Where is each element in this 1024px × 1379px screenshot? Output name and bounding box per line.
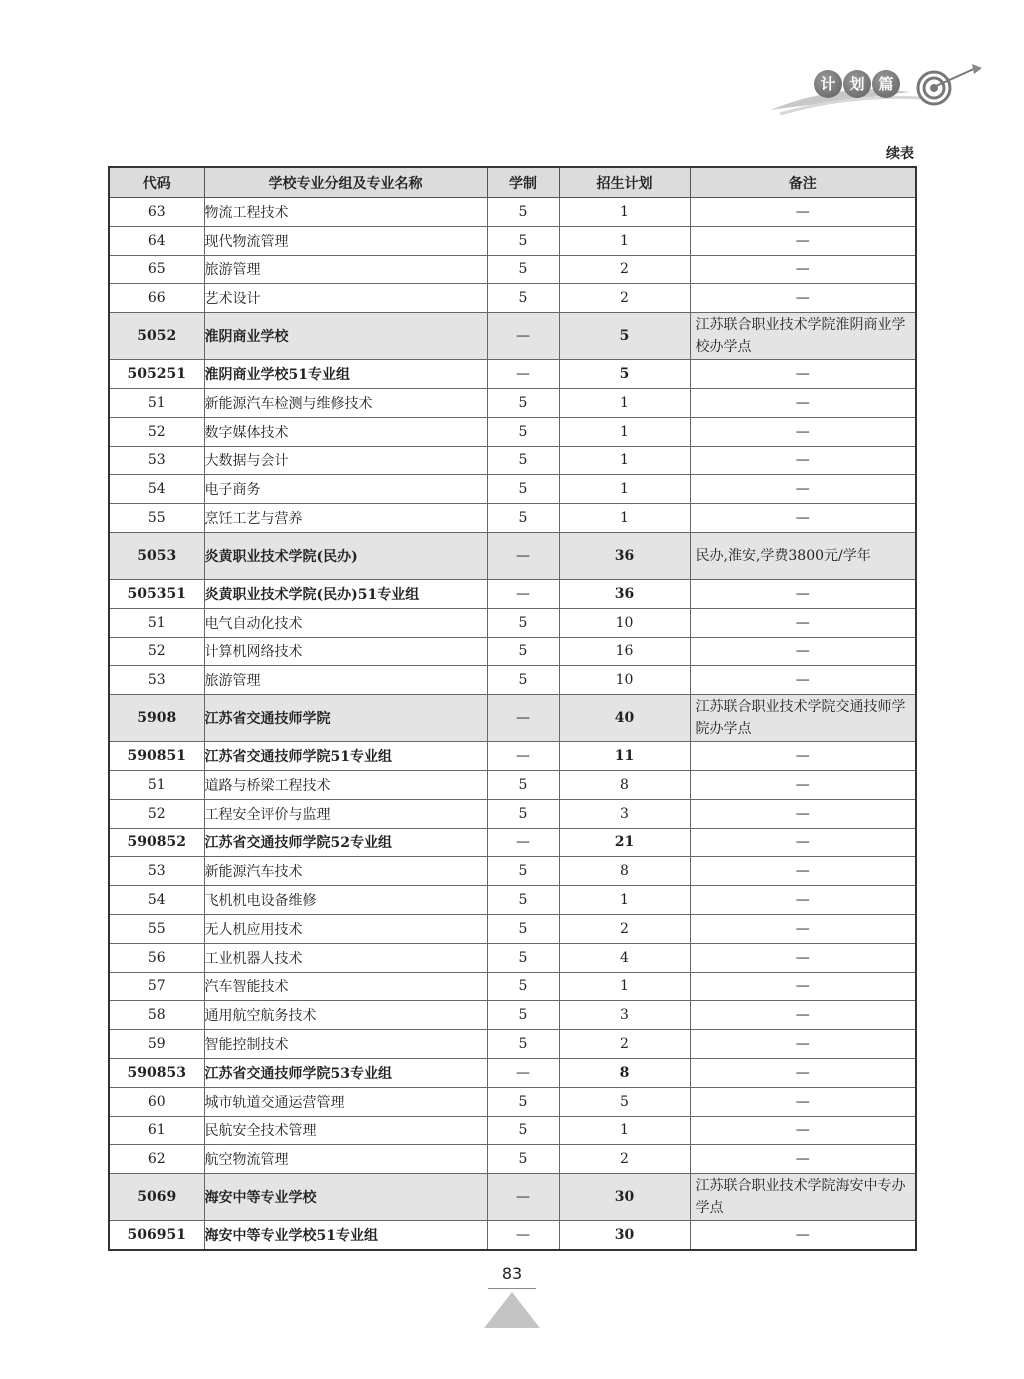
major-row [109, 943, 916, 972]
cell-length: 5 [487, 770, 559, 799]
cell-name: 江苏省交通技师学院52专业组 [204, 828, 487, 857]
cell-name: 现代物流管理 [204, 226, 487, 255]
group-row [109, 360, 916, 389]
cell-code: 505251 [109, 360, 204, 389]
cell-note: — [690, 1058, 916, 1087]
cell-length: 5 [487, 914, 559, 943]
cell-length: — [487, 360, 559, 389]
cell-plan: 10 [559, 666, 690, 695]
cell-code: 63 [109, 198, 204, 227]
column-header-code: 代码 [109, 167, 204, 198]
cell-code: 5069 [109, 1174, 204, 1221]
column-header-note: 备注 [690, 167, 916, 198]
cell-length: 5 [487, 417, 559, 446]
cell-plan: 5 [559, 360, 690, 389]
cell-plan: 21 [559, 828, 690, 857]
cell-plan: 1 [559, 1116, 690, 1145]
cell-name: 飞机机电设备维修 [204, 886, 487, 915]
cell-code: 53 [109, 857, 204, 886]
cell-name: 炎黄职业技术学院(民办)51专业组 [204, 579, 487, 608]
cell-length: — [487, 695, 559, 742]
major-row [109, 857, 916, 886]
major-row [109, 886, 916, 915]
cell-note: — [690, 1001, 916, 1030]
cell-code: 54 [109, 886, 204, 915]
major-row [109, 475, 916, 504]
cell-length: 5 [487, 637, 559, 666]
major-row [109, 446, 916, 475]
cell-plan: 36 [559, 579, 690, 608]
cell-length: 5 [487, 943, 559, 972]
cell-plan: 2 [559, 914, 690, 943]
cell-length: 5 [487, 504, 559, 533]
table-header-row [109, 167, 916, 198]
cell-code: 55 [109, 504, 204, 533]
cell-code: 57 [109, 972, 204, 1001]
school-row [109, 313, 916, 360]
cell-note: — [690, 255, 916, 284]
section-badge-char-1: 计 [814, 70, 842, 98]
major-row [109, 608, 916, 637]
page-triangle-decoration [482, 1290, 542, 1330]
cell-name: 汽车智能技术 [204, 972, 487, 1001]
cell-plan: 5 [559, 313, 690, 360]
cell-code: 506951 [109, 1221, 204, 1250]
cell-code: 58 [109, 1001, 204, 1030]
cell-name: 工程安全评价与监理 [204, 799, 487, 828]
cell-code: 62 [109, 1145, 204, 1174]
table-body [109, 198, 916, 1250]
cell-code: 51 [109, 608, 204, 637]
major-row [109, 504, 916, 533]
cell-plan: 5 [559, 1087, 690, 1116]
cell-length: 5 [487, 255, 559, 284]
group-row [109, 579, 916, 608]
cell-name: 无人机应用技术 [204, 914, 487, 943]
cell-name: 智能控制技术 [204, 1030, 487, 1059]
cell-note: — [690, 360, 916, 389]
cell-plan: 1 [559, 972, 690, 1001]
cell-plan: 30 [559, 1174, 690, 1221]
group-row [109, 828, 916, 857]
cell-note: — [690, 475, 916, 504]
cell-plan: 1 [559, 504, 690, 533]
cell-note: 江苏联合职业技术学院海安中专办学点 [690, 1174, 916, 1221]
cell-code: 51 [109, 770, 204, 799]
cell-plan: 8 [559, 1058, 690, 1087]
cell-name: 新能源汽车技术 [204, 857, 487, 886]
cell-note: — [690, 943, 916, 972]
cell-plan: 10 [559, 608, 690, 637]
cell-name: 计算机网络技术 [204, 637, 487, 666]
major-row [109, 388, 916, 417]
group-row [109, 742, 916, 771]
cell-note: 民办,淮安,学费3800元/学年 [690, 532, 916, 579]
cell-plan: 3 [559, 799, 690, 828]
cell-code: 52 [109, 417, 204, 446]
cell-length: — [487, 742, 559, 771]
target-dart-icon [916, 60, 986, 110]
cell-code: 590853 [109, 1058, 204, 1087]
cell-note: — [690, 914, 916, 943]
group-row [109, 1221, 916, 1250]
cell-code: 59 [109, 1030, 204, 1059]
cell-length: — [487, 313, 559, 360]
cell-length: — [487, 532, 559, 579]
cell-length: 5 [487, 666, 559, 695]
major-row [109, 914, 916, 943]
cell-name: 旅游管理 [204, 255, 487, 284]
cell-plan: 11 [559, 742, 690, 771]
cell-code: 52 [109, 637, 204, 666]
cell-name: 淮阴商业学校51专业组 [204, 360, 487, 389]
cell-note: — [690, 742, 916, 771]
cell-name: 新能源汽车检测与维修技术 [204, 388, 487, 417]
cell-code: 53 [109, 666, 204, 695]
cell-name: 通用航空航务技术 [204, 1001, 487, 1030]
cell-note: — [690, 1145, 916, 1174]
cell-length: 5 [487, 972, 559, 1001]
cell-name: 航空物流管理 [204, 1145, 487, 1174]
cell-note: — [690, 1030, 916, 1059]
cell-length: 5 [487, 388, 559, 417]
cell-code: 53 [109, 446, 204, 475]
major-row [109, 666, 916, 695]
cell-name: 江苏省交通技师学院53专业组 [204, 1058, 487, 1087]
cell-plan: 1 [559, 475, 690, 504]
cell-plan: 1 [559, 886, 690, 915]
cell-note: — [690, 504, 916, 533]
cell-code: 61 [109, 1116, 204, 1145]
major-row [109, 417, 916, 446]
cell-note: — [690, 886, 916, 915]
major-row [109, 1001, 916, 1030]
cell-length: — [487, 1174, 559, 1221]
cell-name: 江苏省交通技师学院 [204, 695, 487, 742]
cell-plan: 1 [559, 388, 690, 417]
cell-name: 民航安全技术管理 [204, 1116, 487, 1145]
cell-length: — [487, 1058, 559, 1087]
cell-note: — [690, 770, 916, 799]
cell-plan: 1 [559, 198, 690, 227]
major-row [109, 284, 916, 313]
cell-length: — [487, 828, 559, 857]
major-row [109, 198, 916, 227]
column-header-name: 学校专业分组及专业名称 [204, 167, 487, 198]
cell-length: — [487, 579, 559, 608]
school-row [109, 695, 916, 742]
cell-plan: 4 [559, 943, 690, 972]
major-row [109, 1145, 916, 1174]
cell-plan: 40 [559, 695, 690, 742]
cell-code: 56 [109, 943, 204, 972]
major-row [109, 637, 916, 666]
major-row [109, 770, 916, 799]
cell-length: — [487, 1221, 559, 1250]
cell-plan: 1 [559, 417, 690, 446]
school-row [109, 532, 916, 579]
cell-code: 52 [109, 799, 204, 828]
cell-length: 5 [487, 198, 559, 227]
cell-code: 505351 [109, 579, 204, 608]
cell-note: — [690, 857, 916, 886]
major-row [109, 1087, 916, 1116]
cell-note: 江苏联合职业技术学院交通技师学院办学点 [690, 695, 916, 742]
cell-code: 590852 [109, 828, 204, 857]
cell-note: — [690, 417, 916, 446]
cell-note: — [690, 284, 916, 313]
enrollment-plan-table [108, 166, 917, 1251]
cell-length: 5 [487, 1001, 559, 1030]
cell-name: 江苏省交通技师学院51专业组 [204, 742, 487, 771]
cell-code: 51 [109, 388, 204, 417]
school-row [109, 1174, 916, 1221]
cell-plan: 1 [559, 226, 690, 255]
cell-note: — [690, 666, 916, 695]
cell-name: 大数据与会计 [204, 446, 487, 475]
column-header-plan: 招生计划 [559, 167, 690, 198]
cell-note: — [690, 1221, 916, 1250]
cell-name: 烹饪工艺与营养 [204, 504, 487, 533]
cell-note: — [690, 226, 916, 255]
cell-note: — [690, 972, 916, 1001]
cell-name: 电子商务 [204, 475, 487, 504]
page-number-rule [488, 1288, 536, 1289]
major-row [109, 972, 916, 1001]
cell-plan: 36 [559, 532, 690, 579]
group-row [109, 1058, 916, 1087]
cell-plan: 2 [559, 284, 690, 313]
cell-plan: 1 [559, 446, 690, 475]
cell-plan: 8 [559, 770, 690, 799]
cell-name: 道路与桥梁工程技术 [204, 770, 487, 799]
cell-name: 电气自动化技术 [204, 608, 487, 637]
cell-note: — [690, 608, 916, 637]
cell-plan: 8 [559, 857, 690, 886]
cell-note: — [690, 799, 916, 828]
cell-name: 海安中等专业学校 [204, 1174, 487, 1221]
cell-note: — [690, 198, 916, 227]
cell-length: 5 [487, 1087, 559, 1116]
cell-name: 工业机器人技术 [204, 943, 487, 972]
cell-length: 5 [487, 799, 559, 828]
cell-code: 60 [109, 1087, 204, 1116]
cell-length: 5 [487, 857, 559, 886]
cell-length: 5 [487, 608, 559, 637]
major-row [109, 799, 916, 828]
continued-label: 续表 [886, 146, 914, 162]
cell-length: 5 [487, 284, 559, 313]
cell-name: 物流工程技术 [204, 198, 487, 227]
cell-code: 55 [109, 914, 204, 943]
cell-code: 5052 [109, 313, 204, 360]
cell-length: 5 [487, 1030, 559, 1059]
cell-length: 5 [487, 446, 559, 475]
cell-plan: 2 [559, 255, 690, 284]
cell-name: 旅游管理 [204, 666, 487, 695]
cell-code: 5053 [109, 532, 204, 579]
page-number: 83 [501, 1264, 523, 1283]
cell-name: 数字媒体技术 [204, 417, 487, 446]
cell-code: 5908 [109, 695, 204, 742]
cell-length: 5 [487, 886, 559, 915]
cell-length: 5 [487, 1145, 559, 1174]
cell-note: — [690, 1087, 916, 1116]
cell-note: — [690, 388, 916, 417]
cell-plan: 3 [559, 1001, 690, 1030]
cell-plan: 2 [559, 1030, 690, 1059]
major-row [109, 1116, 916, 1145]
cell-name: 炎黄职业技术学院(民办) [204, 532, 487, 579]
cell-note: — [690, 828, 916, 857]
cell-plan: 16 [559, 637, 690, 666]
cell-name: 艺术设计 [204, 284, 487, 313]
major-row [109, 1030, 916, 1059]
cell-plan: 30 [559, 1221, 690, 1250]
cell-code: 590851 [109, 742, 204, 771]
cell-name: 城市轨道交通运营管理 [204, 1087, 487, 1116]
major-row [109, 255, 916, 284]
cell-length: 5 [487, 1116, 559, 1145]
cell-name: 淮阴商业学校 [204, 313, 487, 360]
cell-code: 64 [109, 226, 204, 255]
cell-plan: 2 [559, 1145, 690, 1174]
section-badge-char-3: 篇 [872, 70, 900, 98]
cell-length: 5 [487, 475, 559, 504]
major-row [109, 226, 916, 255]
cell-note: — [690, 637, 916, 666]
cell-note: — [690, 579, 916, 608]
cell-note: — [690, 446, 916, 475]
cell-length: 5 [487, 226, 559, 255]
cell-code: 65 [109, 255, 204, 284]
column-header-length: 学制 [487, 167, 559, 198]
cell-code: 66 [109, 284, 204, 313]
cell-code: 54 [109, 475, 204, 504]
cell-name: 海安中等专业学校51专业组 [204, 1221, 487, 1250]
cell-note: 江苏联合职业技术学院淮阴商业学校办学点 [690, 313, 916, 360]
cell-note: — [690, 1116, 916, 1145]
section-badge-char-2: 划 [843, 70, 871, 98]
